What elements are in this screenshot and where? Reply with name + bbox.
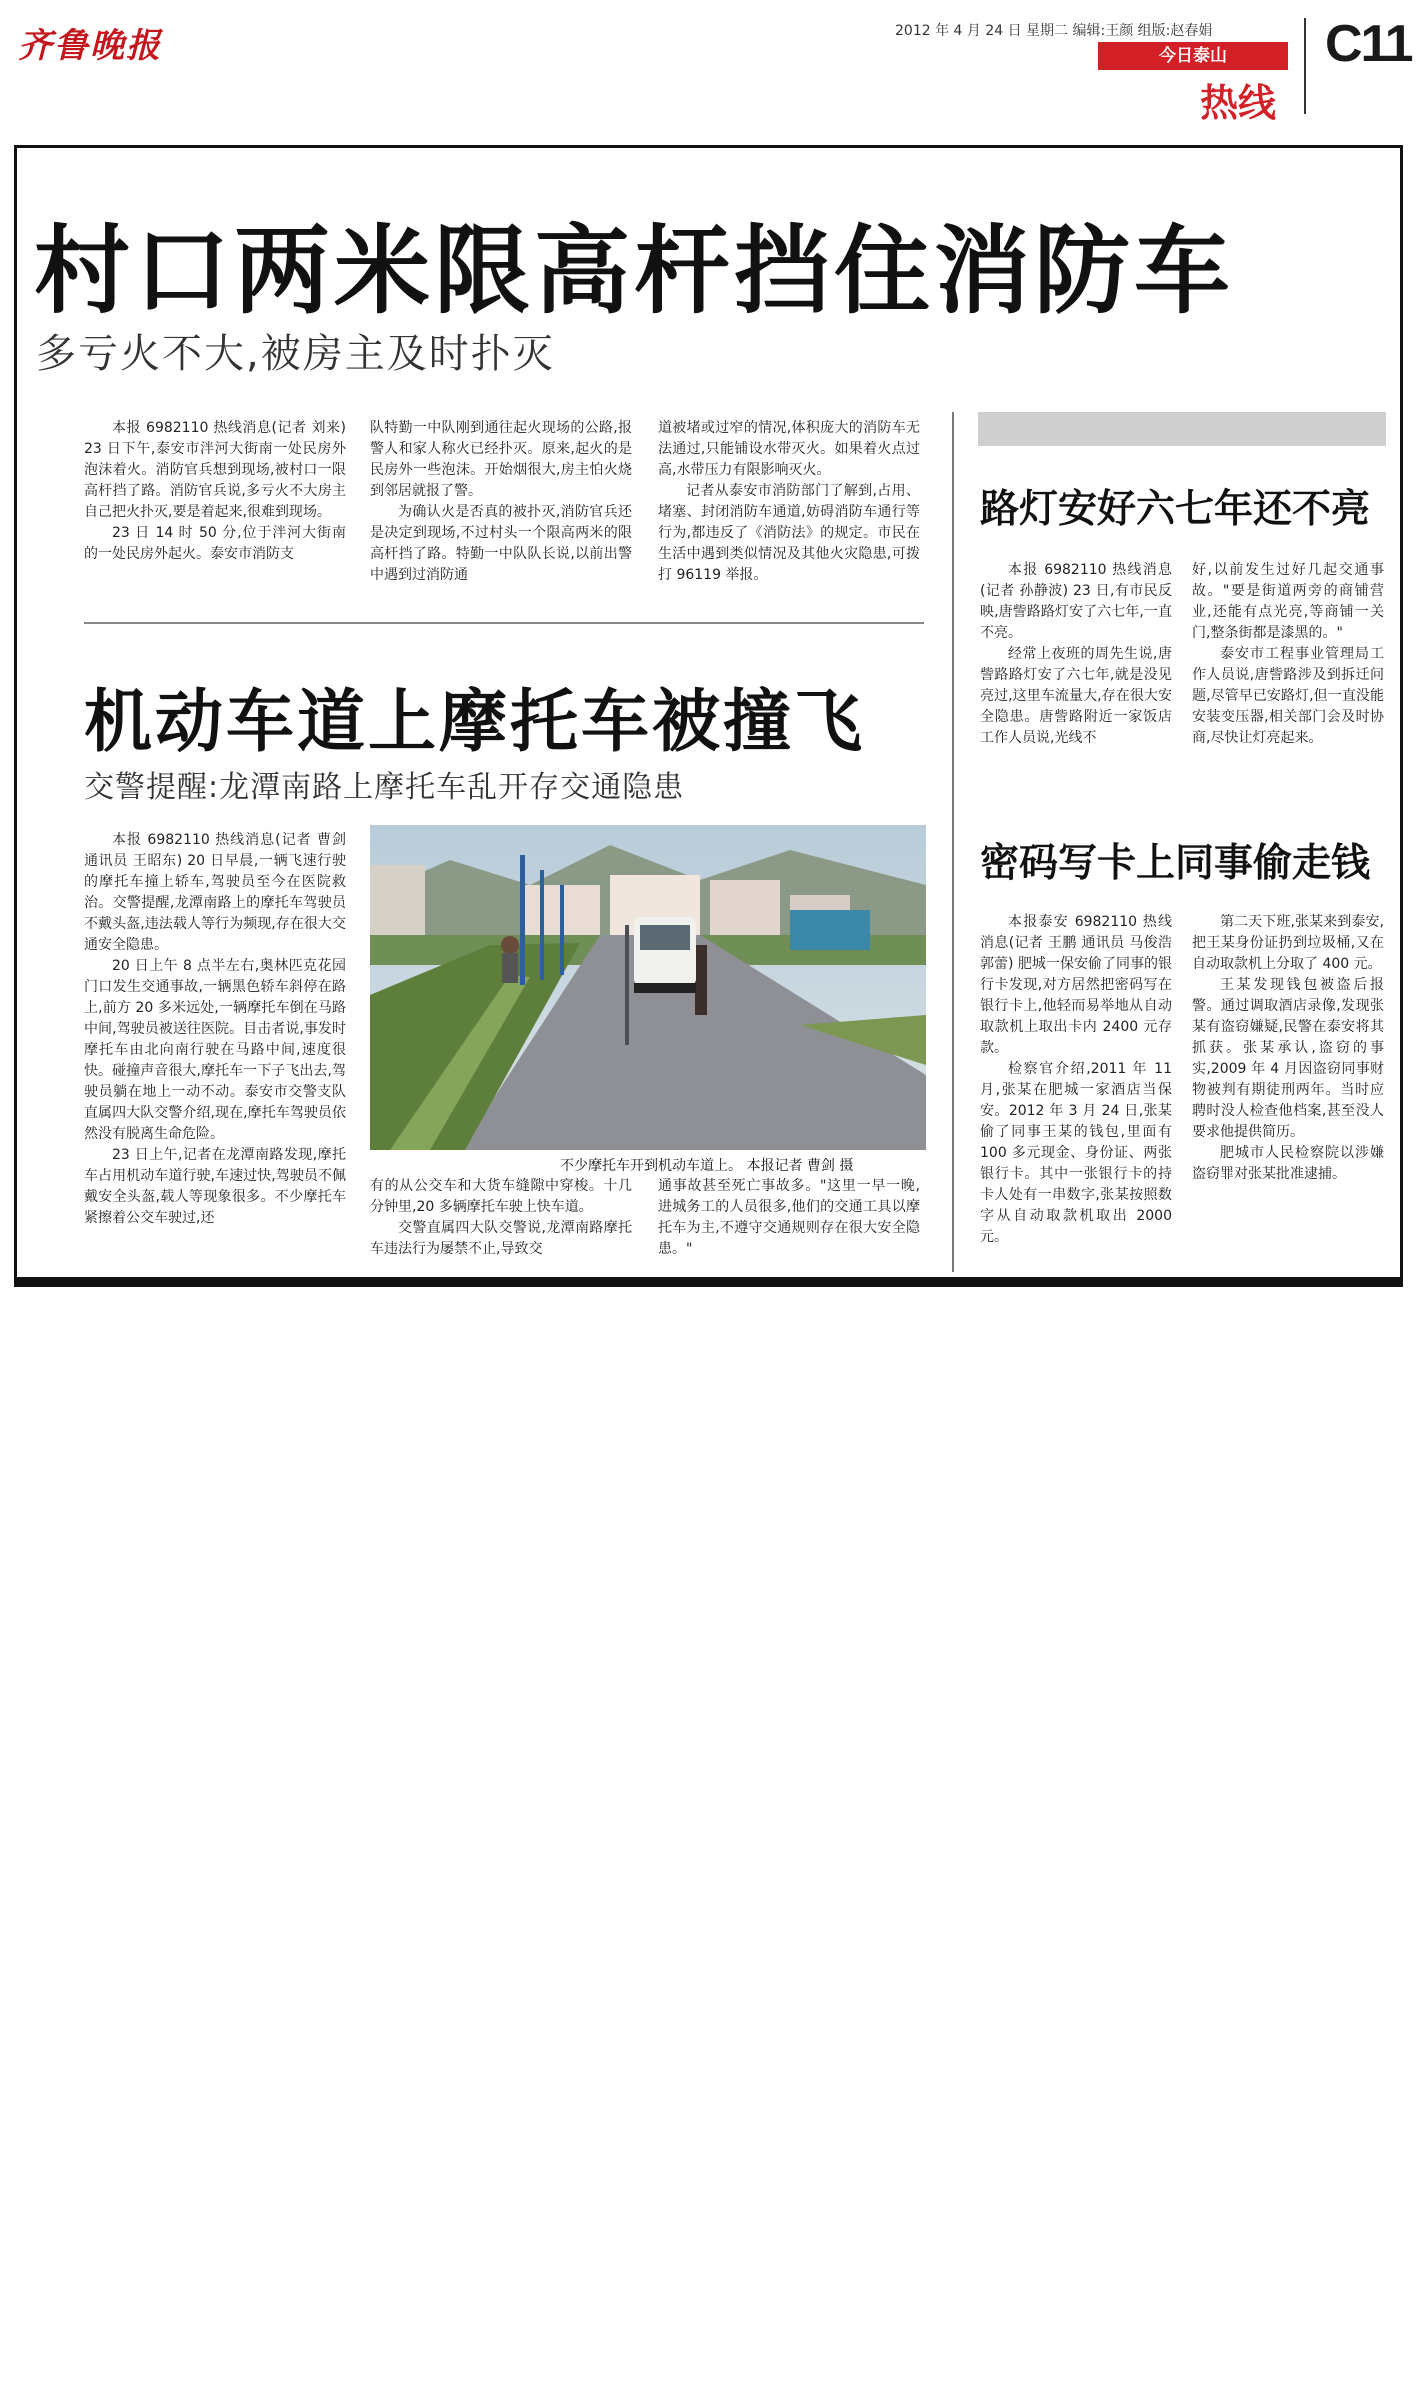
story2-column-3 (658, 1176, 920, 1260)
story-divider (84, 622, 924, 624)
story3-column-2 (1192, 560, 1384, 749)
paragraph: 本报泰安 6982110 热线消息(记者 王鹏 通讯员 马俊浩 郭蕾) 肥城一保安偷了同事的银行卡发现,对方居然把密码写在银行卡上,他轻而易举地从自动取款机上取出卡内 2400 元存款。 (980, 914, 1172, 1056)
story1-subhead: 多亏火不大,被房主及时扑灭 (36, 331, 555, 377)
paragraph: 通事故甚至死亡事故多。"这里一早一晚,进城务工的人员很多,他们的交通工具以摩托车为主,不遵守交通规则存在很大安全隐患。" (658, 1178, 920, 1257)
paragraph: 本报 6982110 热线消息(记者 刘来) 23 日下午,泰安市泮河大街南一处民房外泡沫着火。消防官兵想到现场,被村口一限高杆挡了路。消防官兵说,多亏火不大房主自己把火扑灭,要是着起来,很难到现场。 (84, 420, 346, 520)
paragraph: 23 日 14 时 50 分,位于泮河大街南的一处民房外起火。泰安市消防支 (84, 525, 346, 562)
date-line: 2012 年 4 月 24 日 星期二 编辑:王颜 组版:赵春娟 (895, 23, 1213, 39)
paragraph: 道被堵或过窄的情况,体积庞大的消防车无法通过,只能铺设水带灭火。如果着火点过高,水带压力有限影响灭火。 (658, 420, 920, 478)
story3-column-1 (980, 560, 1172, 749)
paragraph: 第二天下班,张某来到泰安,把王某身份证扔到垃圾桶,又在自动取款机上分取了 400 元。 (1192, 914, 1384, 972)
frame-bottom-rule (14, 1278, 1403, 1287)
photo-caption: 不少摩托车开到机动车道上。 本报记者 曹剑 摄 (560, 1158, 854, 1174)
column-header-bar (978, 412, 1386, 446)
story4-headline: 密码写卡上同事偷走钱 (980, 841, 1371, 886)
paragraph: 王某发现钱包被盗后报警。通过调取酒店录像,发现张某有盗窃嫌疑,民警在泰安将其抓获。张某承认,盗窃的事实,2009 年 4 月因盗窃同事财物被判有期徒刑两年。当时应聘时没人检查他档案,甚至没人要求他提供简历。 (1192, 977, 1384, 1140)
street-scene-image (370, 825, 926, 1150)
story3-headline: 路灯安好六七年还不亮 (980, 487, 1371, 532)
paragraph: 好,以前发生过好几起交通事故。"要是街道两旁的商铺营业,还能有点光亮,等商铺一关门,整条街都是漆黑的。" (1192, 562, 1384, 641)
paragraph: 23 日上午,记者在龙潭南路发现,摩托车占用机动车道行驶,车速过快,驾驶员不佩戴安全头盔,载人等现象很多。不少摩托车紧擦着公交车驶过,还 (84, 1147, 346, 1226)
paragraph: 肥城市人民检察院以涉嫌盗窃罪对张某批准逮捕。 (1192, 1145, 1384, 1182)
paragraph: 经常上夜班的周先生说,唐訾路路灯安了六七年,就是没见亮过,这里车流量大,存在很大安全隐患。唐訾路附近一家饭店工作人员说,光线不 (980, 646, 1172, 746)
paragraph: 有的从公交车和大货车缝隙中穿梭。十几分钟里,20 多辆摩托车驶上快车道。 (370, 1178, 632, 1215)
section-bar: 今日泰山 (1098, 42, 1288, 70)
paragraph: 为确认火是否真的被扑灭,消防官兵还是决定到现场,不过村头一个限高两米的限高杆挡了路。特勤一中队队长说,以前出警中遇到过消防通 (370, 504, 632, 583)
story2-column-1 (84, 830, 346, 1229)
story2-column-2 (370, 1176, 632, 1260)
paragraph: 记者从泰安市消防部门了解到,占用、堵塞、封闭消防车通道,妨碍消防车通行等行为,都违反了《消防法》的规定。市民在生活中遇到类似情况及其他火灾隐患,可拨打 96119 举报。 (658, 483, 920, 583)
news-photo (370, 825, 926, 1150)
masthead-divider (1304, 18, 1306, 114)
story1-column-3 (658, 418, 920, 586)
paragraph: 交警直属四大队交警说,龙潭南路摩托车违法行为屡禁不止,导致交 (370, 1220, 632, 1257)
paragraph: 队特勤一中队刚到通往起火现场的公路,报警人和家人称火已经扑灭。原来,起火的是民房外一些泡沫。开始烟很大,房主怕火烧到邻居就报了警。 (370, 420, 632, 499)
column-divider (952, 412, 954, 1272)
paragraph: 本报 6982110 热线消息(记者 孙静波) 23 日,有市民反映,唐訾路路灯安了六七年,一直不亮。 (980, 562, 1172, 641)
story1-column-2 (370, 418, 632, 586)
story4-column-2 (1192, 912, 1384, 1185)
page-number: C11 (1325, 15, 1412, 73)
story4-column-1 (980, 912, 1172, 1248)
paragraph: 检察官介绍,2011 年 11 月,张某在肥城一家酒店当保安。2012 年 3 月 24 日,张某偷了同事王某的钱包,里面有 100 多元现金、身份证、两张银行卡。其中一张银行卡的持卡人处有一串数字,张某按照数字从自动取款机取出 2000 元。 (980, 1061, 1172, 1245)
paragraph: 本报 6982110 热线消息(记者 曹剑 通讯员 王昭东) 20 日早晨,一辆飞速行驶的摩托车撞上轿车,驾驶员至今在医院救治。交警提醒,龙潭南路上的摩托车驾驶员不戴头盔,违法载人等行为频现,存在很大交通安全隐患。 (84, 832, 346, 953)
story1-headline: 村口两米限高杆挡住消防车 (34, 215, 1234, 327)
section-name: 热线 (1200, 81, 1277, 125)
story1-column-1 (84, 418, 346, 565)
paragraph: 泰安市工程事业管理局工作人员说,唐訾路涉及到拆迁问题,尽管早已安路灯,但一直没能安装变压器,相关部门会及时协商,尽快让灯亮起来。 (1192, 646, 1384, 746)
story2-headline: 机动车道上摩托车被撞飞 (84, 683, 866, 762)
paragraph: 20 日上午 8 点半左右,奥林匹克花园门口发生交通事故,一辆黑色轿车斜停在路上,前方 20 多米远处,一辆摩托车倒在马路中间,驾驶员被送往医院。目击者说,事发时摩托车由北向南行驶在马路中间,速度很快。碰撞声音很大,摩托车一下子飞出去,驾驶员躺在地上一动不动。泰安市交警支队直属四大队交警介绍,现在,摩托车驾驶员依然没有脱离生命危险。 (84, 958, 346, 1142)
newspaper-logo: 齐鲁晚报 (18, 26, 162, 66)
story2-subhead: 交警提醒:龙潭南路上摩托车乱开存交通隐患 (84, 770, 685, 805)
